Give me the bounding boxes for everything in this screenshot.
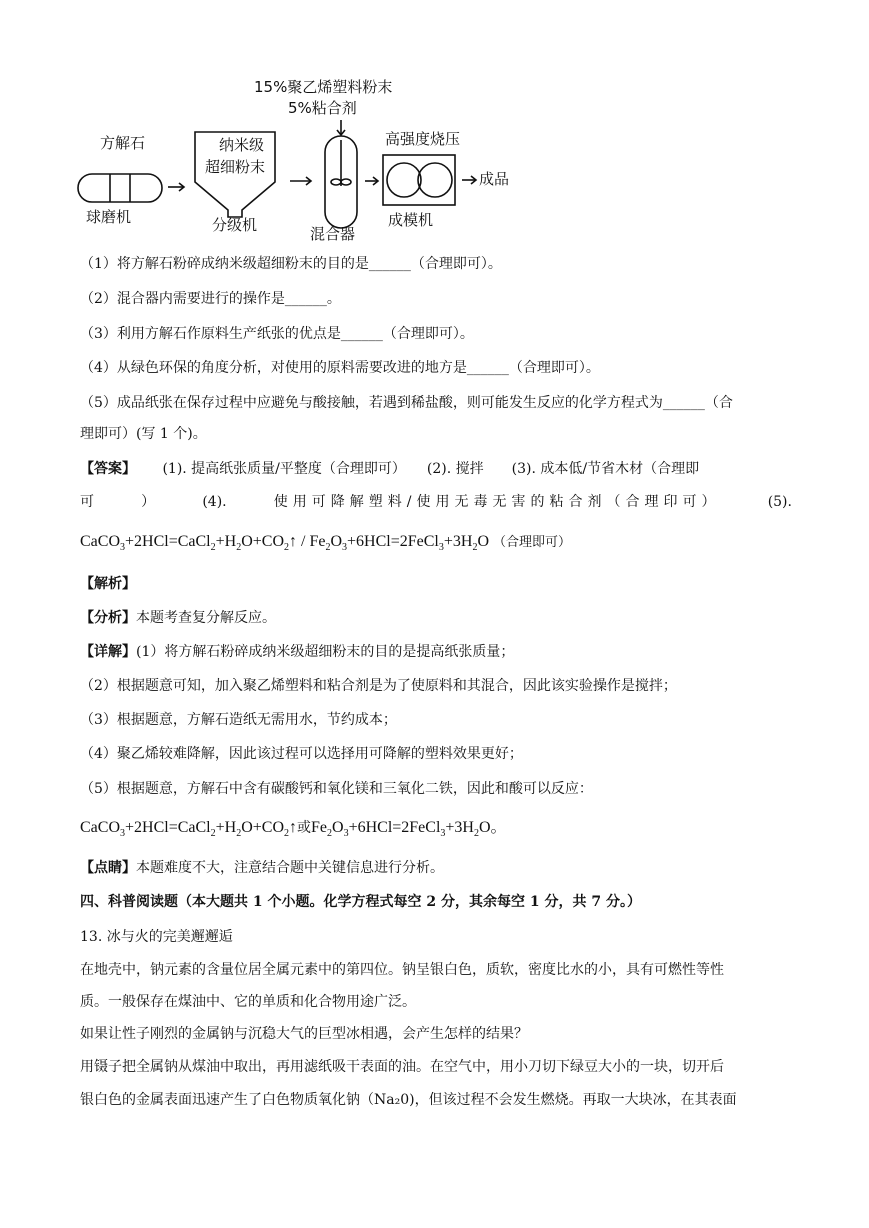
- answer-equations: $CaCO_3+2HCl=CaCl_2+H_2O+CO_2↑$ / $Fe_2O_3+6HCl=2FeCl_3+3H_2O$ （合理即可）: [80, 533, 572, 554]
- classifier-label: 分级机: [212, 216, 258, 234]
- dianjing-label: 【点睛】: [80, 860, 136, 876]
- section-4-title: 四、科普阅读题（本大题共 1 个小题。化学方程式每空 2 分，其余每空 1 分，共 7 分。）: [80, 894, 641, 910]
- answer-formula-note: （合理即可）: [493, 535, 572, 550]
- paragraph-line-3: 如果让性子刚烈的金属钠与沉稳大气的巨型冰相遇，会产生怎样的结果？: [80, 1026, 528, 1042]
- analysis-formula-end: 。: [490, 819, 507, 836]
- question-4: （4）从绿色环保的角度分析，对使用的原料需要改进的地方是______（合理即可）。: [80, 360, 600, 376]
- question-1: （1）将方解石粉碎成纳米级超细粉末的目的是______（合理即可）。: [80, 256, 502, 272]
- question-13-title: 13. 冰与火的完美邂邂逅: [80, 929, 233, 945]
- mixer-label: 混合器: [310, 225, 356, 243]
- additive-1-label: 15%聚乙烯塑料粉末: [254, 78, 393, 96]
- ball-mill-shape: [78, 174, 162, 202]
- ball-mill-label: 球磨机: [86, 208, 132, 226]
- hopper-text-line-1: 纳米级: [219, 136, 265, 154]
- answer-part-4: 使用可降解塑料/使用无毒无害的粘合剂（合理印可）: [273, 494, 721, 510]
- analysis-fenxi: [80, 608, 276, 628]
- dianjing-text: 本题难度不大，注意结合题中关键信息进行分析。: [136, 860, 444, 876]
- answer-label: 【答案】: [80, 461, 136, 477]
- xiangjie-label: 【详解】: [80, 644, 136, 660]
- analysis-detail-1: [80, 642, 514, 662]
- answer-formula-separator: /: [297, 533, 310, 550]
- fenxi-label: 【分析】: [80, 610, 136, 626]
- flow-diagram-graphics: [70, 70, 540, 250]
- detail-item-2: （2）根据题意可知，加入聚乙烯塑料和粘合剂是为了使原料和其混合，因此该实验操作是搅拌；: [80, 678, 677, 694]
- detail-item-3: （3）根据题意，方解石造纸无需用水，节约成本；: [80, 712, 397, 728]
- detail-item-4: （4）聚乙烯较难降解，因此该过程可以选择用可降解的塑料效果更好；: [80, 746, 523, 762]
- process-flow-diagram: [70, 70, 540, 250]
- question-2: （2）混合器内需要进行的操作是______。: [80, 291, 341, 307]
- fenxi-text: 本题考查复分解反应。: [136, 610, 276, 626]
- paragraph-line-4: 用镊子把全属钠从煤油中取出，再用滤纸吸干表面的油。在空气中，用小刀切下绿豆大小的一块，切开后: [80, 1059, 724, 1075]
- answer-part-5: (5).: [767, 494, 792, 510]
- question-5: （5）成品纸张在保存过程中应避免与酸接触，若遇到稀盐酸，则可能发生反应的化学方程式为______（合: [80, 395, 733, 411]
- analysis-equations: $CaCO_3+2HCl=CaCl_2+H_2O+CO_2↑$或$Fe_2O_3+6HCl=2FeCl_3+3H_2O$。: [80, 819, 507, 840]
- analysis-heading: 【解析】: [80, 576, 136, 592]
- answer-line-1: [80, 459, 699, 479]
- molding-machine-label: 成模机: [388, 211, 434, 229]
- hopper-text-line-2: 超细粉末: [205, 158, 266, 176]
- detail-item-1: (1）将方解石粉碎成纳米级超细粉末的目的是提高纸张质量；: [136, 644, 515, 660]
- question-5-continued: 理即可）(写 1 个)。: [80, 426, 207, 442]
- product-label: 成品: [479, 170, 510, 188]
- additive-2-label: 5%粘合剂: [288, 99, 357, 117]
- paragraph-line-2: 质。一般保存在煤油中、它的单质和化合物用途广泛。: [80, 994, 416, 1010]
- analysis-dianjing: [80, 858, 444, 878]
- paragraph-line-5: 银白色的金属表面迅速产生了白色物质氧化钠（Na₂0)，但该过程不会发生燃烧。再取一大块冰，在其表面: [80, 1092, 737, 1108]
- answer-line-2: [80, 492, 792, 512]
- press-label: 高强度烧压: [385, 130, 461, 148]
- detail-item-5: （5）根据题意，方解石中含有碳酸钙和氧化镁和三氧化二铁，因此和酸可以反应：: [80, 781, 593, 797]
- answer-text-1: (1). 提高纸张质量/平整度（合理即可） (2). 搅拌 (3). 成本低/节省木材（合理即: [162, 461, 700, 477]
- answer-part-3: (4).: [202, 494, 227, 510]
- paragraph-line-1: 在地壳中，钠元素的含量位居全属元素中的第四位。钠呈银白色，质软，密度比水的小，具有可燃性等性: [80, 962, 724, 978]
- answer-part-2: ）: [141, 494, 156, 510]
- press-shape: [383, 155, 455, 205]
- question-3: （3）利用方解石作原料生产纸张的优点是______（合理即可）。: [80, 326, 474, 342]
- raw-material-label: 方解石: [100, 134, 146, 152]
- analysis-formula-or: 或: [297, 821, 311, 836]
- answer-part-1: 可: [80, 494, 94, 510]
